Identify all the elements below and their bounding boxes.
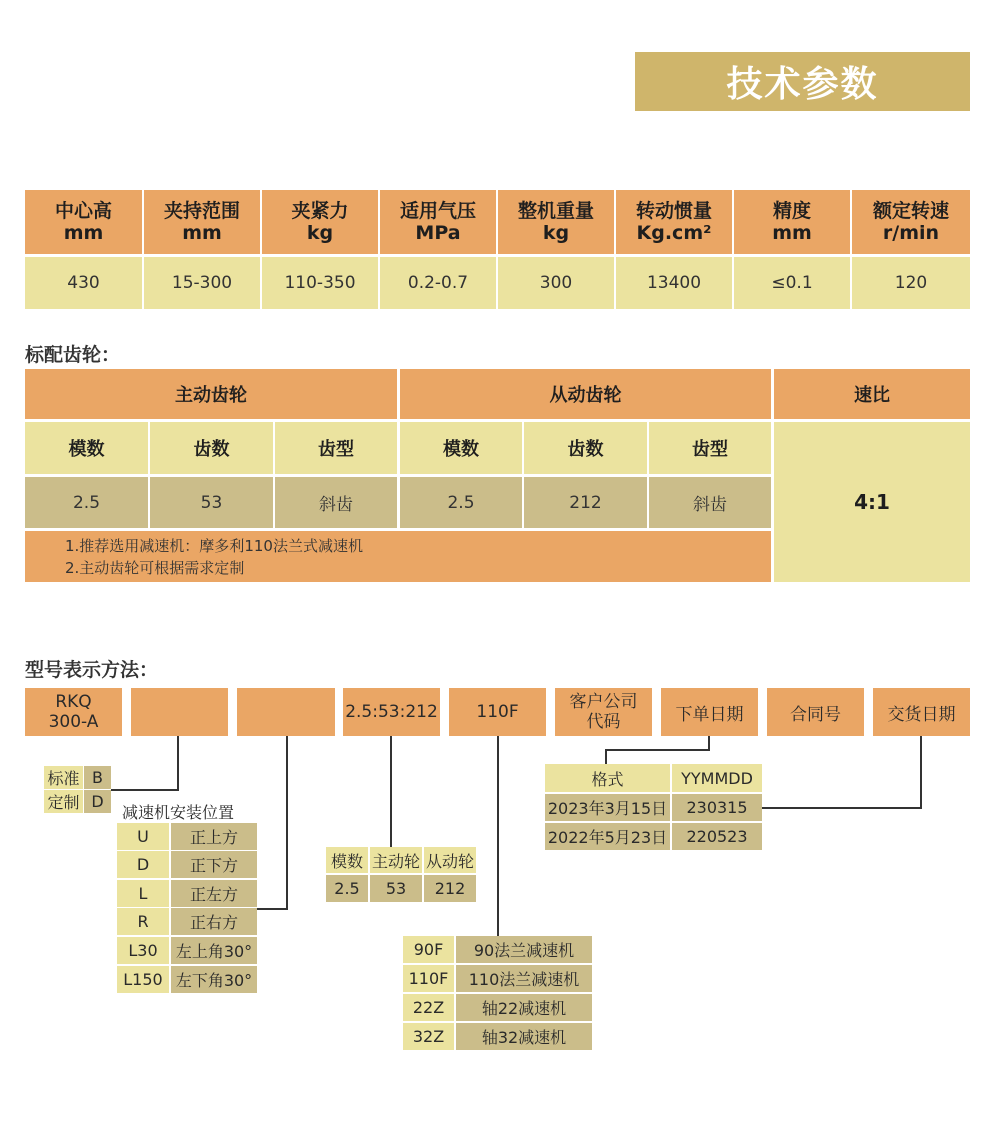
specs-value-cell: 110-350: [262, 257, 378, 309]
install-desc: 正下方: [171, 851, 257, 878]
reducer-code: 32Z: [403, 1023, 454, 1050]
page-title: 技术参数: [726, 64, 879, 105]
reducer-code: 90F: [403, 936, 454, 963]
specs-header-cell: 整机重量 kg: [498, 190, 614, 254]
gear-subheader: 模数: [25, 422, 148, 474]
gear-value-cell: 2.5: [400, 477, 522, 528]
connector: [111, 789, 179, 791]
model-box-customer: 客户公司 代码: [555, 688, 652, 736]
date-example: 2022年5月23日: [545, 823, 670, 850]
connector: [177, 736, 179, 790]
specs-value-cell: 15-300: [144, 257, 260, 309]
install-code: L30: [117, 937, 169, 964]
model-section-label: 型号表示方法：: [25, 659, 159, 681]
connector: [605, 749, 710, 751]
gear-note: 2.主动齿轮可根据需求定制: [65, 559, 245, 577]
install-code: L: [117, 880, 169, 907]
specs-value-cell: 300: [498, 257, 614, 309]
gear-value-cell: 2.5: [25, 477, 148, 528]
type-label: 定制: [44, 790, 83, 813]
ratio-value: 4:1: [774, 422, 970, 582]
install-desc: 正右方: [171, 908, 257, 935]
gear-subheader: 齿数: [150, 422, 273, 474]
specs-value-cell: 0.2-0.7: [380, 257, 496, 309]
type-code: B: [84, 766, 111, 789]
connector: [605, 749, 607, 764]
gear-code-header: 模数: [326, 847, 368, 873]
gear-code-value: 2.5: [326, 875, 368, 902]
date-code: 230315: [672, 794, 762, 821]
model-box-reducer: 110F: [449, 688, 546, 736]
type-label: 标准: [44, 766, 83, 789]
install-desc: 正上方: [171, 823, 257, 850]
install-code: D: [117, 851, 169, 878]
gear-value-cell: 212: [524, 477, 647, 528]
date-header: YYMMDD: [672, 764, 762, 792]
model-box-type: [131, 688, 228, 736]
specs-header-cell: 适用气压 MPa: [380, 190, 496, 254]
specs-header-cell: 夹紧力 kg: [262, 190, 378, 254]
gear-code-value: 53: [370, 875, 422, 902]
reducer-desc: 90法兰减速机: [456, 936, 592, 963]
date-header: 格式: [545, 764, 670, 792]
specs-value-cell: 120: [852, 257, 970, 309]
connector: [497, 736, 499, 936]
gears-section-label: 标配齿轮：: [25, 344, 121, 366]
install-code: U: [117, 823, 169, 850]
model-box-install: [237, 688, 335, 736]
driven-gear-header: 从动齿轮: [400, 369, 771, 419]
connector: [762, 807, 922, 809]
install-desc: 正左方: [171, 880, 257, 907]
install-label: 减速机安装位置: [122, 803, 235, 822]
ratio-header: 速比: [774, 369, 970, 419]
date-example: 2023年3月15日: [545, 794, 670, 821]
gear-code-header: 主动轮: [370, 847, 422, 873]
gear-subheader: 模数: [400, 422, 522, 474]
specs-header-cell: 额定转速 r/min: [852, 190, 970, 254]
gear-code-header: 从动轮: [424, 847, 476, 873]
specs-value-cell: 13400: [616, 257, 732, 309]
gear-subheader: 齿数: [524, 422, 647, 474]
specs-header-cell: 精度 mm: [734, 190, 850, 254]
specs-header-cell: 转动惯量 Kg.cm²: [616, 190, 732, 254]
connector: [920, 736, 922, 808]
specs-value-cell: 430: [25, 257, 142, 309]
gear-value-cell: 斜齿: [649, 477, 771, 528]
gear-subheader: 齿型: [649, 422, 771, 474]
gear-value-cell: 斜齿: [275, 477, 397, 528]
gear-subheader: 齿型: [275, 422, 397, 474]
gear-code-value: 212: [424, 875, 476, 902]
gear-note: 1.推荐选用减速机：摩多利110法兰式减速机: [65, 537, 363, 555]
connector: [708, 736, 710, 750]
type-code: D: [84, 790, 111, 813]
driving-gear-header: 主动齿轮: [25, 369, 397, 419]
reducer-desc: 轴32减速机: [456, 1023, 592, 1050]
install-code: R: [117, 908, 169, 935]
model-box-series: RKQ 300-A: [25, 688, 122, 736]
model-box-contract: 合同号: [767, 688, 864, 736]
specs-header-cell: 中心高 mm: [25, 190, 142, 254]
gear-value-cell: 53: [150, 477, 273, 528]
reducer-code: 22Z: [403, 994, 454, 1021]
title-banner: [635, 52, 970, 111]
install-desc: 左上角30°: [171, 937, 257, 964]
reducer-code: 110F: [403, 965, 454, 992]
gear-notes: [25, 531, 771, 582]
install-code: L150: [117, 966, 169, 993]
reducer-desc: 轴22减速机: [456, 994, 592, 1021]
connector: [286, 736, 288, 909]
model-box-delivery-date: 交货日期: [873, 688, 970, 736]
model-box-order-date: 下单日期: [661, 688, 758, 736]
connector: [390, 736, 392, 847]
connector: [257, 908, 288, 910]
model-box-gear: 2.5:53:212: [343, 688, 440, 736]
date-code: 220523: [672, 823, 762, 850]
install-desc: 左下角30°: [171, 966, 257, 993]
specs-header-cell: 夹持范围 mm: [144, 190, 260, 254]
specs-value-cell: ≤0.1: [734, 257, 850, 309]
reducer-desc: 110法兰减速机: [456, 965, 592, 992]
